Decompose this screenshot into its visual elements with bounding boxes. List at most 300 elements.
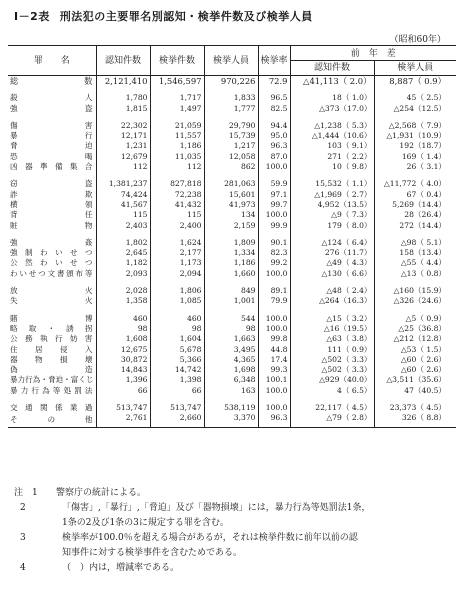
table-body [8,76,456,428]
cell-recognized: 1,381,237 [96,179,150,189]
header-crime: 罪 名 [33,56,70,67]
group-spacer [8,172,456,179]
spacer-cell [8,396,96,403]
cell-cleared: 98 [150,324,204,334]
table-row [8,131,456,141]
spacer-cell [8,231,96,238]
table-row [8,121,456,131]
cell-recognized: 1,396 [96,375,150,385]
cell-diff-recognized: △264（16.3） [290,296,374,306]
cell-persons: 862 [204,162,258,172]
spacer-cell [290,86,374,93]
cell-rate: 97.1 [258,190,290,200]
cell-recognized: 14,843 [96,365,150,375]
cell-diff-persons: △53（ 1.5） [374,345,456,355]
cell-diff-persons: 28（26.4） [374,210,456,220]
cell-recognized: 2,121,410 [96,76,150,87]
cell-cleared: 1,717 [150,93,204,103]
cell-crime-name: 恐喝 [10,151,93,161]
spacer-cell [290,279,374,286]
header-rate: 検挙率 [258,46,290,76]
cell-rate: 99.2 [258,258,290,268]
cell-recognized: 1,608 [96,334,150,344]
spacer-cell [258,307,290,314]
cell-crime-name: 偽造 [10,365,93,375]
cell-persons: 281,063 [204,179,258,189]
cell-cleared: 827,818 [150,179,204,189]
cell-cleared: 72,238 [150,190,204,200]
cell-persons: 1,001 [204,296,258,306]
spacer-cell [96,396,150,403]
cell-rate: 100.0 [258,162,290,172]
cell-crime-name: 放火 [10,286,93,296]
cell-rate: 94.4 [258,121,290,131]
cell-diff-persons: △13（ 0.8） [374,269,456,279]
spacer-cell [204,279,258,286]
cell-diff-recognized: △49（ 4.3） [290,258,374,268]
cell-crime-name: 背任 [10,210,93,220]
cell-crime-name: 賍物 [10,220,93,230]
cell-recognized: 513,747 [96,403,150,413]
cell-rate: 79.9 [258,296,290,306]
cell-rate: 100.1 [258,375,290,385]
cell-recognized: 2,403 [96,221,150,231]
table-row [8,76,456,87]
cell-crime-name: 住居侵入 [10,344,93,354]
spacer-cell [8,172,96,179]
cell-diff-recognized: △1,238（ 5.3） [290,121,374,131]
note-item [14,561,454,576]
cell-rate: 100.0 [258,324,290,334]
cell-diff-persons: 326（ 8.8） [374,413,456,427]
cell-recognized: 2,645 [96,248,150,258]
cell-recognized: 12,675 [96,345,150,355]
cell-persons: 1,334 [204,248,258,258]
cell-rate: 59.9 [258,179,290,189]
cell-cleared: 5,366 [150,355,204,365]
note-item [14,501,454,516]
cell-persons: 1,833 [204,93,258,103]
table-row [8,210,456,220]
group-spacer [8,86,456,93]
cell-rate: 87.0 [258,152,290,162]
cell-cleared: 1,546,597 [150,76,204,87]
header-cleared: 検挙件数 [150,46,204,76]
cell-diff-persons: △98（ 5.1） [374,238,456,248]
table-row [8,345,456,355]
spacer-cell [258,86,290,93]
cell-diff-recognized: 22,117（ 4.5） [290,403,374,413]
cell-diff-persons: 272（14.4） [374,221,456,231]
table-row [8,334,456,344]
cell-recognized: 66 [96,386,150,396]
cell-diff-persons: 45（ 2.5） [374,93,456,103]
note-label: 3 [20,533,26,543]
spacer-cell [204,86,258,93]
cell-cleared: 11,557 [150,131,204,141]
spacer-cell [96,114,150,121]
header-diff-recognized: 認知件数 [290,61,374,76]
cell-cleared: 2,400 [150,221,204,231]
cell-persons: 163 [204,386,258,396]
cell-recognized: 2,028 [96,286,150,296]
spacer-cell [258,172,290,179]
cell-diff-recognized: 4,952（13.5） [290,200,374,210]
cell-persons: 29,790 [204,121,258,131]
spacer-cell [150,86,204,93]
cell-cleared: 1,173 [150,258,204,268]
spacer-cell [150,279,204,286]
cell-persons: 3,370 [204,413,258,427]
cell-persons: 12,058 [204,152,258,162]
note-text: 警察庁の統計による。 [56,488,147,498]
cell-diff-recognized: 103（ 9.1） [290,141,374,151]
cell-recognized: 1,182 [96,258,150,268]
cell-crime-name: 公然わいせつ [10,258,93,268]
cell-crime-name: 失火 [10,296,93,306]
cell-recognized: 22,302 [96,121,150,131]
table-row [8,221,456,231]
header-recognized: 認知件数 [96,46,150,76]
cell-recognized: 460 [96,314,150,324]
note-text-continued: 1条の2及び1条の3に規定する罪を含む。 [62,518,229,528]
cell-diff-persons: △3,511（35.6） [374,375,456,385]
spacer-cell [96,231,150,238]
table-number: I－2表 [14,10,50,23]
cell-persons: 6,348 [204,375,258,385]
table-row [8,413,456,427]
table-row [8,286,456,296]
cell-recognized: 1,231 [96,141,150,151]
note-label: 2 [20,503,26,513]
cell-rate: 99.8 [258,334,290,344]
cell-rate: 99.7 [258,200,290,210]
cell-rate: 72.9 [258,76,290,87]
cell-persons: 970,226 [204,76,258,87]
cell-cleared: 5,678 [150,345,204,355]
table-row [8,93,456,103]
cell-persons: 1,777 [204,104,258,114]
cell-diff-persons: 192（18.7） [374,141,456,151]
cell-diff-persons: 23,373（ 4.5） [374,403,456,413]
table-title [14,8,313,24]
cell-persons: 4,365 [204,355,258,365]
cell-diff-persons: 169（ 1.4） [374,152,456,162]
note-text: （ ）内は，増減率である。 [62,563,180,573]
cell-recognized: 2,093 [96,269,150,279]
table-row [8,248,456,258]
spacer-cell [96,307,150,314]
cell-diff-recognized: 111（ 0.9） [290,345,374,355]
cell-diff-recognized: △16（19.5） [290,324,374,334]
cell-cleared: 1,624 [150,238,204,248]
cell-recognized: 12,171 [96,131,150,141]
cell-persons: 3,495 [204,345,258,355]
table-row [8,269,456,279]
cell-persons: 538,119 [204,403,258,413]
table-row [8,403,456,413]
crime-statistics-table [8,45,456,428]
spacer-cell [290,231,374,238]
cell-diff-persons: △60（ 2.6） [374,355,456,365]
spacer-cell [204,307,258,314]
cell-rate: 100.0 [258,403,290,413]
cell-recognized: 1,802 [96,238,150,248]
cell-cleared: 14,742 [150,365,204,375]
cell-crime-name: 脅迫 [10,141,93,151]
note-item [14,531,454,546]
cell-crime-name: 傷害 [10,120,93,130]
cell-cleared: 513,747 [150,403,204,413]
cell-cleared: 1,806 [150,286,204,296]
cell-rate: 100.0 [258,386,290,396]
spacer-cell [374,279,456,286]
table-row [8,296,456,306]
cell-diff-recognized: 271（ 2.2） [290,152,374,162]
cell-cleared: 1,398 [150,375,204,385]
note-label: 注 1 [14,488,38,498]
cell-recognized: 98 [96,324,150,334]
cell-rate: 100.0 [258,314,290,324]
cell-persons: 544 [204,314,258,324]
spacer-cell [290,307,374,314]
cell-crime-name: 略取・誘拐 [10,323,93,333]
cell-diff-recognized: △15（ 3.2） [290,314,374,324]
spacer-cell [374,114,456,121]
cell-diff-persons: △11,772（ 4.0） [374,179,456,189]
spacer-cell [290,114,374,121]
cell-rate: 99.3 [258,365,290,375]
spacer-cell [290,172,374,179]
cell-cleared: 112 [150,162,204,172]
table-title-text: 刑法犯の主要罪名別認知・検挙件数及び検挙人員 [59,10,313,23]
cell-recognized: 1,815 [96,104,150,114]
year-note: （昭和60年） [389,35,446,45]
cell-persons: 15,601 [204,190,258,200]
cell-persons: 1,809 [204,238,258,248]
cell-rate: 44.8 [258,345,290,355]
header-diff-group: 前 年 差 [290,46,456,61]
cell-crime-name: 強盗 [10,103,93,113]
cell-diff-persons: 26（ 3.1） [374,162,456,172]
cell-crime-name: 横領 [10,199,93,209]
cell-rate: 99.9 [258,221,290,231]
spacer-cell [258,231,290,238]
cell-diff-recognized: △1,444（10.6） [290,131,374,141]
cell-crime-name: その他 [10,414,93,424]
cell-crime-name: 公務執行妨害 [10,334,93,344]
cell-persons: 134 [204,210,258,220]
table-row [8,179,456,189]
cell-cleared: 115 [150,210,204,220]
cell-diff-persons: 5,269（14.4） [374,200,456,210]
group-spacer [8,279,456,286]
spacer-cell [96,279,150,286]
cell-recognized: 1,358 [96,296,150,306]
cell-rate: 96.3 [258,413,290,427]
cell-diff-recognized: △373（17.0） [290,104,374,114]
cell-diff-recognized: △41,113（ 2.0） [290,76,374,87]
cell-crime-name: 交通関係業過 [10,403,93,413]
cell-recognized: 1,780 [96,93,150,103]
cell-rate: 96.3 [258,141,290,151]
header-diff-persons: 検挙人員 [374,61,456,76]
cell-recognized: 12,679 [96,152,150,162]
spacer-cell [150,231,204,238]
cell-diff-persons: △254（12.5） [374,104,456,114]
cell-crime-name: 凶器準備集合 [10,162,93,172]
table-row [8,355,456,365]
spacer-cell [374,231,456,238]
cell-diff-persons: △2,568（ 7.9） [374,121,456,131]
cell-rate: 82.5 [258,104,290,114]
spacer-cell [258,279,290,286]
spacer-cell [96,172,150,179]
cell-rate: 100.0 [258,269,290,279]
cell-rate: 95.0 [258,131,290,141]
cell-crime-name: 強姦 [10,237,93,247]
cell-crime-name: 窃盗 [10,179,93,189]
cell-recognized: 115 [96,210,150,220]
cell-crime-name: 殺人 [10,93,93,103]
cell-diff-persons: △60（ 2.6） [374,365,456,375]
spacer-cell [374,172,456,179]
cell-cleared: 1,186 [150,141,204,151]
note-text: 「傷害」,「暴行」,「脅迫」及び「器物損壊」には，暴力行為等処罰法1条， [62,503,371,513]
cell-cleared: 11,035 [150,152,204,162]
spacer-cell [258,396,290,403]
cell-persons: 2,159 [204,221,258,231]
cell-recognized: 30,872 [96,355,150,365]
cell-cleared: 21,059 [150,121,204,131]
cell-rate: 96.5 [258,93,290,103]
cell-diff-recognized: △124（ 6.4） [290,238,374,248]
cell-diff-persons: △212（12.8） [374,334,456,344]
cell-diff-recognized: 179（ 8.0） [290,221,374,231]
cell-cleared: 2,660 [150,413,204,427]
spacer-cell [204,172,258,179]
cell-diff-persons: 67（ 0.4） [374,190,456,200]
cell-rate: 89.1 [258,286,290,296]
spacer-cell [96,86,150,93]
cell-cleared: 1,085 [150,296,204,306]
table-row [8,324,456,334]
cell-diff-recognized: 15,532（ 1.1） [290,179,374,189]
cell-diff-recognized: △79（ 2.8） [290,413,374,427]
cell-recognized: 2,761 [96,413,150,427]
note-text-continued: 知事件に対する検挙事件を含むためである。 [62,548,243,558]
cell-diff-recognized: △48（ 2.4） [290,286,374,296]
cell-persons: 15,739 [204,131,258,141]
spacer-cell [150,114,204,121]
cell-crime-name: 詐欺 [10,189,93,199]
note-item [14,486,454,501]
cell-persons: 1,698 [204,365,258,375]
cell-diff-recognized: △9（ 7.3） [290,210,374,220]
cell-persons: 1,217 [204,141,258,151]
table-row [8,141,456,151]
group-spacer [8,396,456,403]
spacer-cell [204,231,258,238]
cell-diff-persons: 158（13.4） [374,248,456,258]
cell-persons: 1,660 [204,269,258,279]
cell-diff-persons: △326（24.6） [374,296,456,306]
cell-rate: 17.4 [258,355,290,365]
cell-diff-recognized: 10（ 9.8） [290,162,374,172]
cell-diff-persons: △5（ 0.9） [374,314,456,324]
cell-persons: 41,973 [204,200,258,210]
cell-diff-persons: △1,931（10.9） [374,131,456,141]
cell-cleared: 1,497 [150,104,204,114]
table-row [8,314,456,324]
cell-diff-recognized: △502（ 3.3） [290,355,374,365]
cell-diff-persons: △160（15.9） [374,286,456,296]
spacer-cell [258,114,290,121]
cell-cleared: 2,094 [150,269,204,279]
cell-rate: 82.3 [258,248,290,258]
table-row [8,386,456,396]
table-row [8,104,456,114]
cell-crime-name: 暴行 [10,131,93,141]
cell-cleared: 1,604 [150,334,204,344]
cell-cleared: 2,177 [150,248,204,258]
note-label: 4 [20,563,26,573]
cell-diff-recognized: △63（ 3.8） [290,334,374,344]
cell-crime-name: わいせつ文書頒布等 [10,268,93,278]
table-row [8,162,456,172]
cell-crime-name: 強制わいせつ [10,248,93,258]
spacer-cell [150,172,204,179]
group-spacer [8,307,456,314]
cell-diff-recognized: △502（ 3.3） [290,365,374,375]
table-row [8,152,456,162]
notes-section [14,486,454,576]
cell-crime-name: 賭博 [10,313,93,323]
table-row [8,200,456,210]
cell-diff-persons: 8,887（ 0.9） [374,76,456,87]
table-row [8,375,456,385]
cell-recognized: 74,424 [96,190,150,200]
spacer-cell [8,86,96,93]
cell-diff-persons: △55（ 4.4） [374,258,456,268]
cell-cleared: 460 [150,314,204,324]
spacer-cell [374,307,456,314]
cell-diff-persons: 47（40.5） [374,386,456,396]
cell-diff-recognized: 4（ 6.5） [290,386,374,396]
cell-persons: 849 [204,286,258,296]
table-row [8,258,456,268]
cell-cleared: 66 [150,386,204,396]
table-row [8,365,456,375]
spacer-cell [8,114,96,121]
spacer-cell [8,307,96,314]
cell-recognized: 41,567 [96,200,150,210]
cell-diff-recognized: △1,969（ 2.7） [290,190,374,200]
cell-diff-recognized: △929（40.0） [290,375,374,385]
table-row [8,238,456,248]
spacer-cell [8,279,96,286]
header-persons: 検挙人員 [204,46,258,76]
spacer-cell [290,396,374,403]
cell-diff-persons: △25（36.8） [374,324,456,334]
cell-cleared: 41,432 [150,200,204,210]
spacer-cell [374,396,456,403]
spacer-cell [204,396,258,403]
cell-persons: 98 [204,324,258,334]
spacer-cell [204,114,258,121]
spacer-cell [374,86,456,93]
cell-rate: 100.0 [258,210,290,220]
